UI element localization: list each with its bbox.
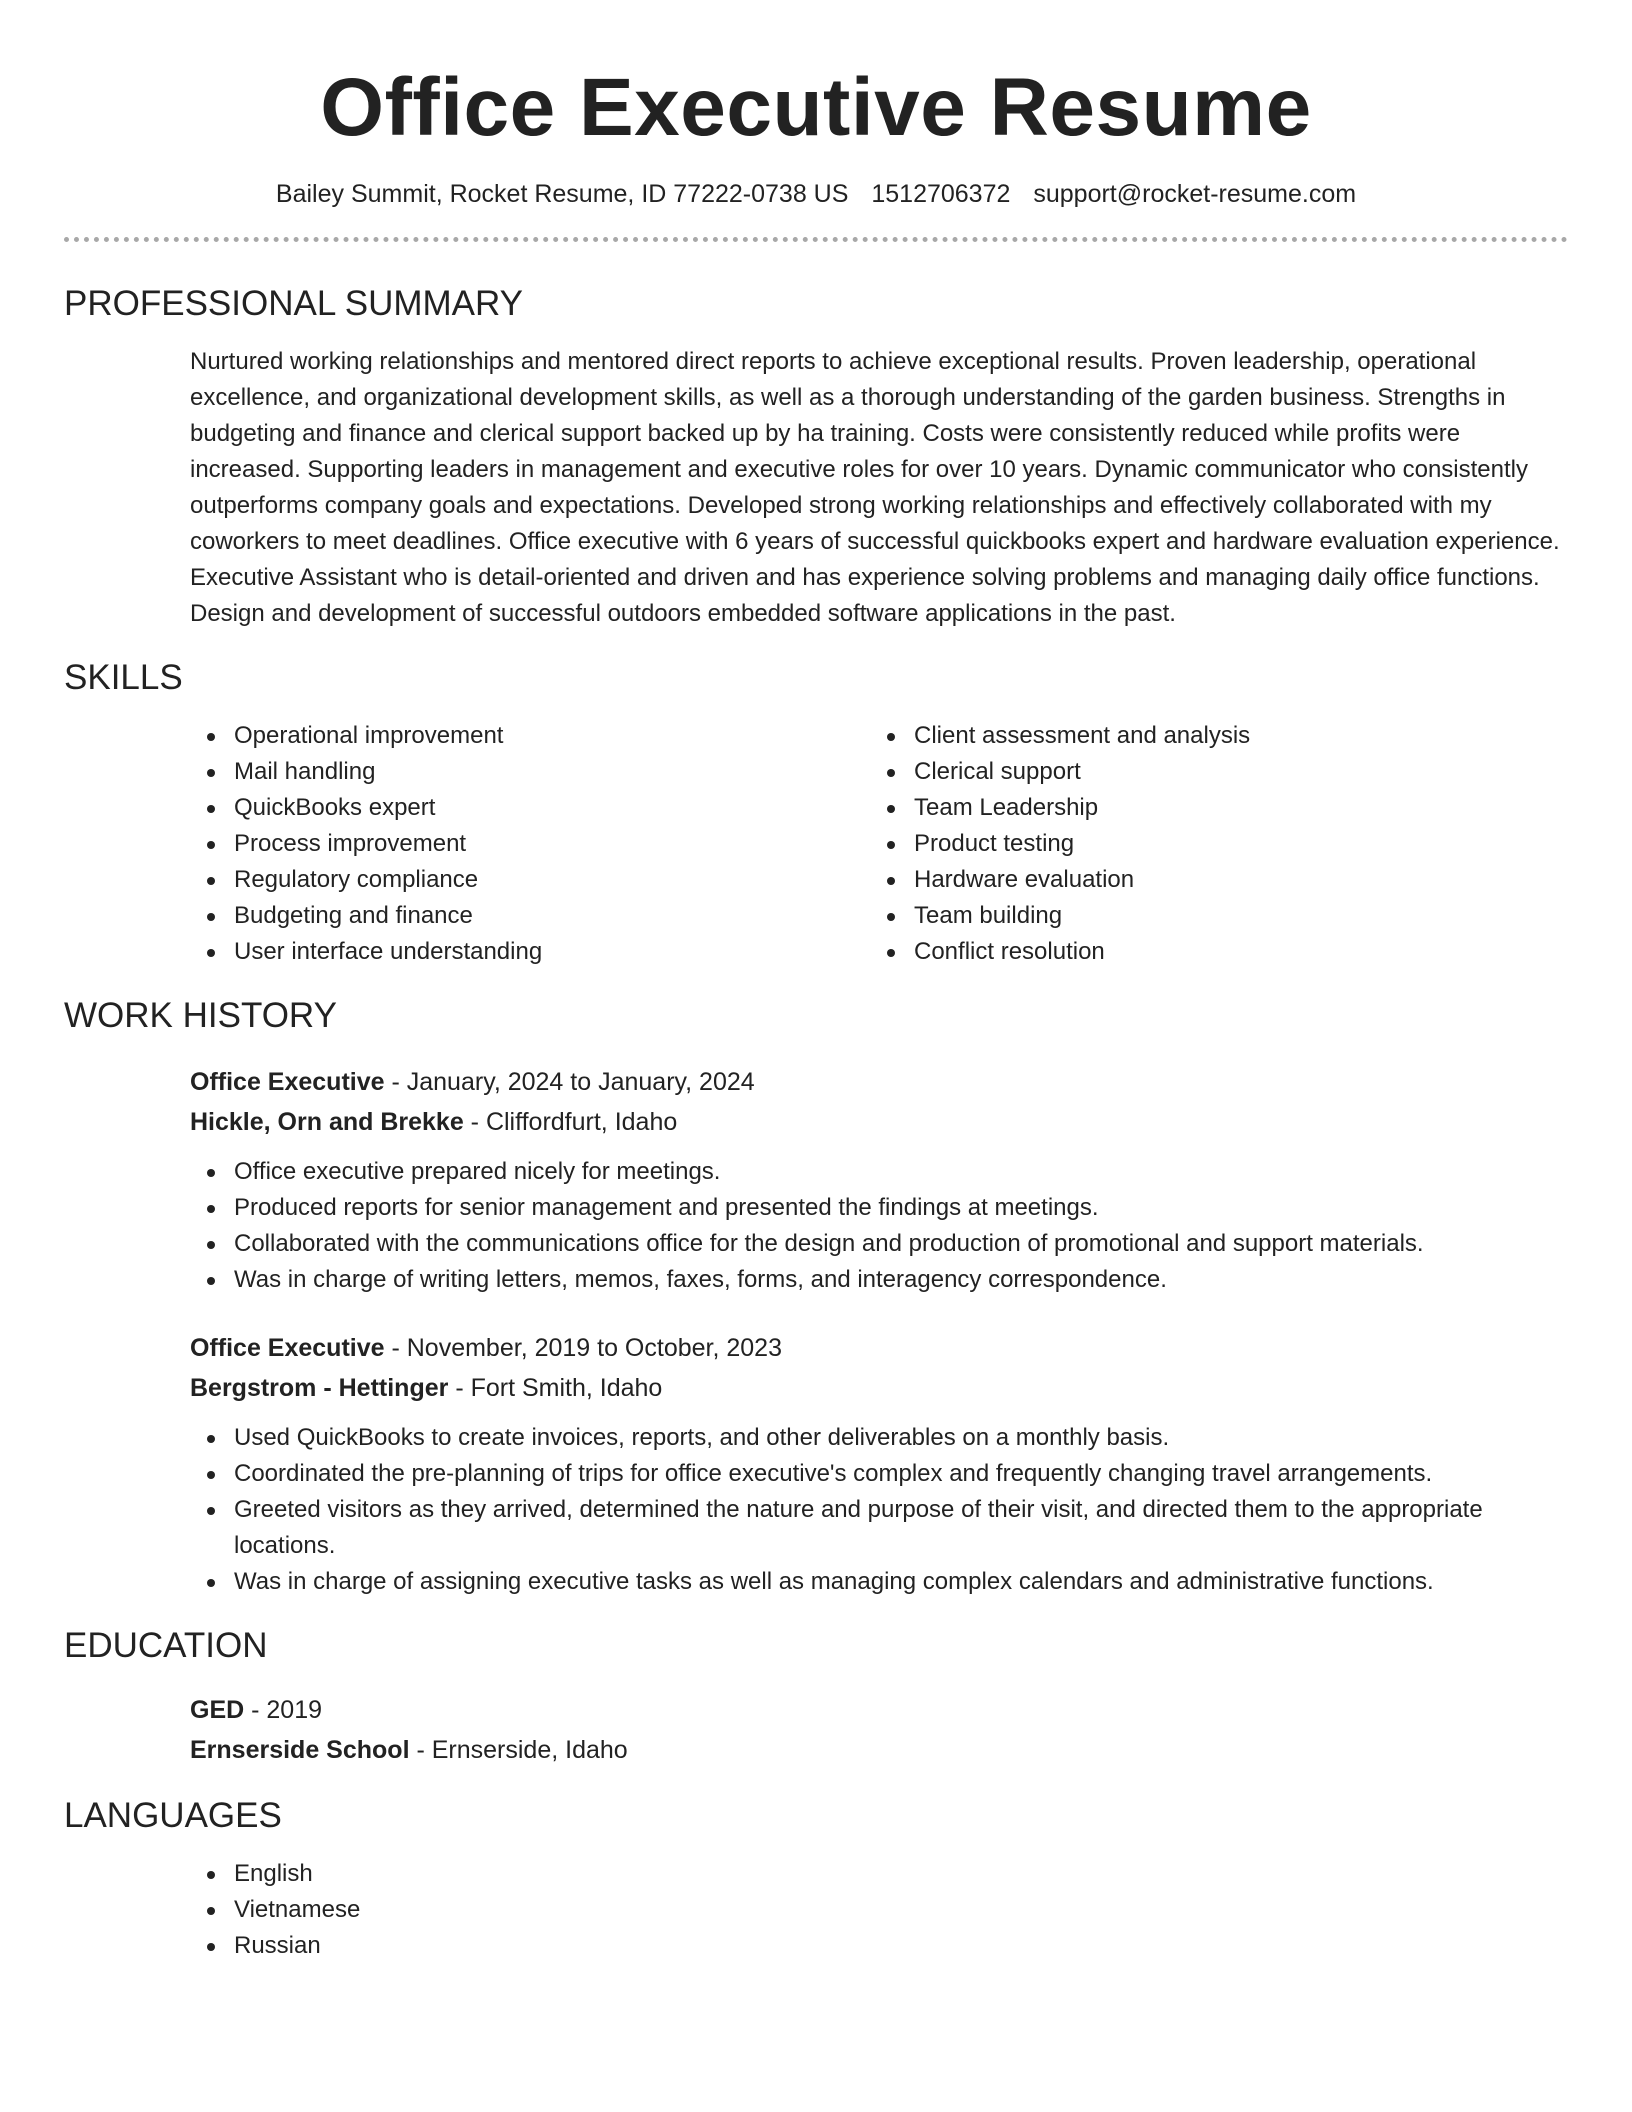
- skill-item: Budgeting and finance: [190, 898, 870, 934]
- skills-list-right: [870, 718, 1550, 970]
- skill-item: Team building: [870, 898, 1550, 934]
- job-bullet: Office executive prepared nicely for meetings.: [190, 1154, 1568, 1190]
- skill-item: QuickBooks expert: [190, 790, 870, 826]
- skill-item: Hardware evaluation: [870, 862, 1550, 898]
- job-bullet: Produced reports for senior management and presented the findings at meetings.: [190, 1190, 1568, 1226]
- job-company: Hickle, Orn and Brekke: [190, 1108, 464, 1136]
- job-bullets: [190, 1420, 1568, 1600]
- job-bullet: Used QuickBooks to create invoices, reports, and other deliverables on a monthly basis.: [190, 1420, 1568, 1456]
- header-divider: [64, 237, 1568, 242]
- summary-heading: PROFESSIONAL SUMMARY: [64, 284, 523, 323]
- job-role: Office Executive: [190, 1068, 385, 1096]
- education-degree: GED: [190, 1696, 245, 1724]
- languages-list-wrap: [190, 1856, 1568, 1964]
- languages-heading: LANGUAGES: [64, 1796, 282, 1835]
- skills-heading: SKILLS: [64, 658, 183, 697]
- job-bullet: Was in charge of writing letters, memos, faxes, forms, and interagency correspondence.: [190, 1262, 1568, 1298]
- job-bullet: Greeted visitors as they arrived, determined the nature and purpose of their visit, and directed them to the appropriate locations.: [190, 1492, 1568, 1564]
- job-company-line: [190, 1102, 1568, 1142]
- job-location: - Fort Smith, Idaho: [448, 1374, 663, 1402]
- education-location: - Ernserside, Idaho: [409, 1736, 628, 1764]
- skills-column-right: [870, 718, 1550, 970]
- skill-item: Team Leadership: [870, 790, 1550, 826]
- job-bullets: [190, 1154, 1568, 1298]
- languages-list: [190, 1856, 1568, 1964]
- skill-item: Product testing: [870, 826, 1550, 862]
- skill-item: User interface understanding: [190, 934, 870, 970]
- skills-list-left: [190, 718, 870, 970]
- job-role-line: [190, 1062, 1568, 1102]
- skills-grid: [190, 718, 1568, 970]
- job-role: Office Executive: [190, 1334, 385, 1362]
- skill-item: Operational improvement: [190, 718, 870, 754]
- education-school-line: [190, 1730, 1568, 1770]
- job-company-line: [190, 1368, 1568, 1408]
- work-history-heading: WORK HISTORY: [64, 996, 337, 1035]
- job-entry: [190, 1062, 1568, 1298]
- job-dates: - January, 2024 to January, 2024: [384, 1068, 755, 1096]
- job-dates: - November, 2019 to October, 2023: [384, 1334, 782, 1362]
- education-heading: EDUCATION: [64, 1626, 268, 1665]
- skill-item: Process improvement: [190, 826, 870, 862]
- summary-text: Nurtured working relationships and mentored direct reports to achieve exceptional results. Proven leadership, operational excellence, and organizational development skills, as well as a thorough understanding of the garden business. Strengths in budgeting and finance and clerical support backed up by ha training. Costs were consistently reduced while profits were increased. Supporting leaders in management and executive roles for over 10 years. Dynamic communicator who consistently outperforms company goals and expectations. Developed strong working relationships and effectively collaborated with my coworkers to meet deadlines. Office executive with 6 years of successful quickbooks expert and hardware evaluation experience. Executive Assistant who is detail-oriented and driven and has experience solving problems and managing daily office functions. Design and development of successful outdoors embedded software applications in the past.: [190, 348, 1560, 627]
- job-company: Bergstrom - Hettinger: [190, 1374, 449, 1402]
- contact-email: support@rocket-resume.com: [1033, 180, 1357, 208]
- skill-item: Conflict resolution: [870, 934, 1550, 970]
- skill-item: Clerical support: [870, 754, 1550, 790]
- language-item: Russian: [190, 1928, 1568, 1964]
- job-bullet: Collaborated with the communications office for the design and production of promotional and support materials.: [190, 1226, 1568, 1262]
- language-item: Vietnamese: [190, 1892, 1568, 1928]
- job-role-line: [190, 1328, 1568, 1368]
- education-year: - 2019: [244, 1696, 323, 1724]
- resume-title: Office Executive Resume: [320, 62, 1312, 153]
- skill-item: Regulatory compliance: [190, 862, 870, 898]
- education-entry: [190, 1690, 1568, 1770]
- contact-line: [64, 178, 1568, 210]
- contact-phone: 1512706372: [871, 180, 1011, 208]
- education-degree-line: [190, 1690, 1568, 1730]
- education-school: Ernserside School: [190, 1736, 410, 1764]
- contact-address: Bailey Summit, Rocket Resume, ID 77222-0738 US: [275, 180, 849, 208]
- skills-column-left: [190, 718, 870, 970]
- resume-page: [64, 0, 1568, 1964]
- skill-item: Client assessment and analysis: [870, 718, 1550, 754]
- job-bullet: Coordinated the pre-planning of trips for office executive's complex and frequently changing travel arrangements.: [190, 1456, 1568, 1492]
- job-location: - Cliffordfurt, Idaho: [463, 1108, 678, 1136]
- job-entry: [190, 1328, 1568, 1600]
- language-item: English: [190, 1856, 1568, 1892]
- skill-item: Mail handling: [190, 754, 870, 790]
- job-bullet: Was in charge of assigning executive tasks as well as managing complex calendars and administrative functions.: [190, 1564, 1568, 1600]
